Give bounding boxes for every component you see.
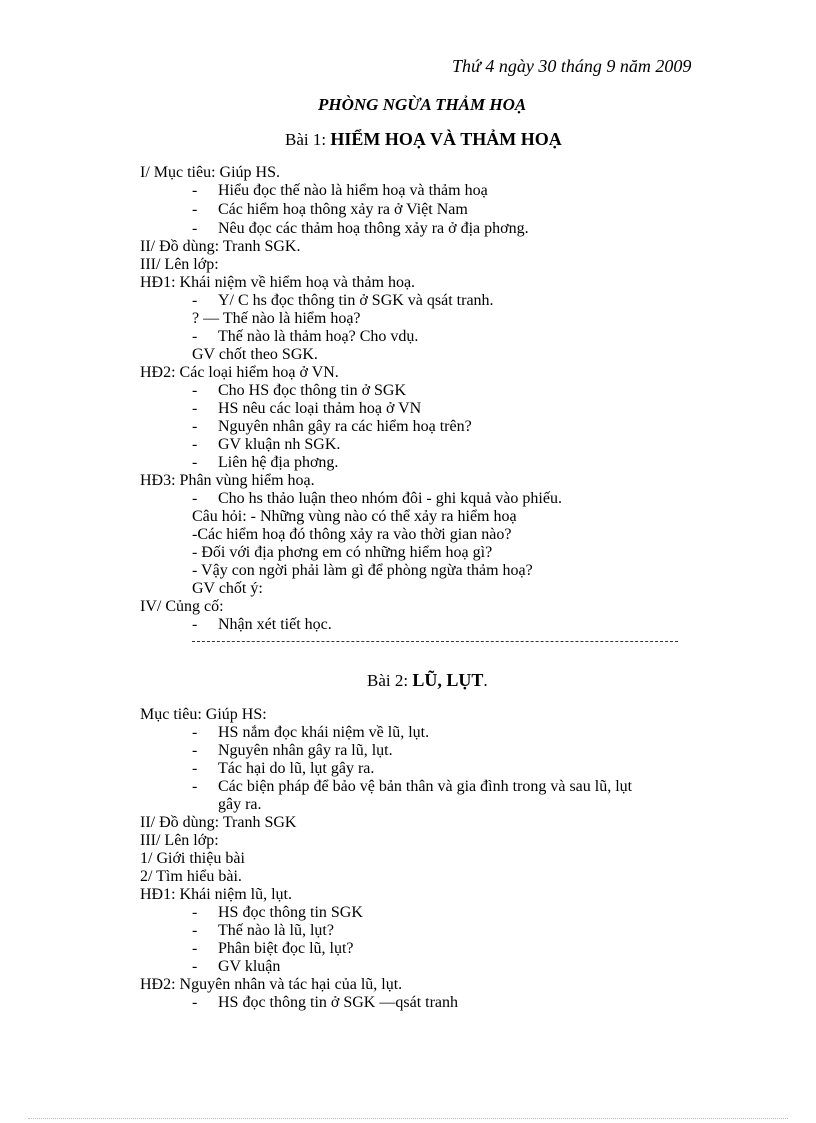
page-bottom-divider [28, 1118, 788, 1119]
section-divider [192, 641, 678, 642]
activity-heading: HĐ2: Các loại hiểm hoạ ở VN. [140, 364, 339, 381]
procedure-heading: III/ Lên lớp: [140, 832, 219, 849]
objective-item-continuation: gây ra. [218, 796, 262, 813]
procedure-heading: III/ Lên lớp: [140, 256, 219, 273]
activity-heading: HĐ1: Khái niệm lũ, lụt. [140, 886, 292, 903]
activity-item: - Thế nào là thảm hoạ? Cho vdụ. [192, 328, 419, 345]
objective-item: - HS nắm đọc khái niệm về lũ, lụt. [192, 724, 430, 741]
question-line: -Các hiểm hoạ đó thông xảy ra vào thời gian nào? [192, 526, 512, 543]
materials-line: II/ Đồ dùng: Tranh SGK. [140, 238, 301, 255]
objectives-heading: I/ Mục tiêu: Giúp HS. [140, 164, 280, 181]
lesson2-heading [367, 670, 488, 691]
activity-item: - GV kluận [192, 958, 281, 975]
activity-item: - Nguyên nhân gây ra các hiểm hoạ trên? [192, 418, 472, 435]
objective-item: - Tác hại do lũ, lụt gây ra. [192, 760, 375, 777]
procedure-step: 1/ Giới thiệu bài [140, 850, 245, 867]
activity-item: - HS đọc thông tin SGK [192, 904, 363, 921]
question-line: - Vậy con ngời phải làm gì để phòng ngừa thảm hoạ? [192, 562, 533, 579]
activity-item: - HS đọc thông tin ở SGK —qsát tranh [192, 994, 459, 1011]
question-line: ? — Thế nào là hiểm hoạ? [192, 310, 361, 327]
activity-item: - Phân biệt đọc lũ, lụt? [192, 940, 354, 957]
lesson2-name: LŨ, LỤT [412, 670, 484, 690]
lesson2-name-suffix: . [483, 671, 488, 690]
materials-line: II/ Đồ dùng: Tranh SGK [140, 814, 297, 831]
objective-item: - Nêu đọc các thảm hoạ thông xảy ra ở địa phơng. [192, 220, 529, 237]
activity-heading: HĐ2: Nguyên nhân và tác hại của lũ, lụt. [140, 976, 403, 993]
objective-item: - Nguyên nhân gây ra lũ, lụt. [192, 742, 393, 759]
lesson1-name: HIỂM HOẠ VÀ THẢM HOẠ [330, 129, 562, 149]
question-line: - Đối với địa phơng em có những hiểm hoạ gì? [192, 544, 493, 561]
teacher-conclusion: GV chốt ý: [192, 580, 263, 597]
review-heading: IV/ Củng cố: [140, 598, 224, 615]
objective-item: - Hiểu đọc thế nào là hiểm hoạ và thảm hoạ [192, 182, 488, 199]
activity-item: - Cho hs thảo luận theo nhóm đôi - ghi kquả vào phiếu. [192, 490, 562, 507]
objective-item: - Các hiểm hoạ thông xảy ra ở Việt Nam [192, 201, 468, 218]
activity-item: - Y/ C hs đọc thông tin ở SGK và qsát tranh. [192, 292, 494, 309]
objective-item: - Các biện pháp để bảo vệ bản thân và gia đình trong và sau lũ, lụt [192, 778, 633, 795]
lesson1-heading [285, 129, 562, 150]
activity-heading: HĐ1: Khái niệm về hiểm hoạ và thảm hoạ. [140, 274, 416, 291]
activity-heading: HĐ3: Phân vùng hiểm hoạ. [140, 472, 315, 489]
activity-item: - GV kluận nh SGK. [192, 436, 341, 453]
question-line: Câu hỏi: - Những vùng nào có thể xảy ra hiểm hoạ [192, 508, 517, 525]
objectives-heading: Mục tiêu: Giúp HS: [140, 706, 267, 723]
lesson1-prefix: Bài 1: [285, 130, 327, 149]
review-item: - Nhận xét tiết học. [192, 616, 332, 633]
activity-item: - Cho HS đọc thông tin ở SGK [192, 382, 407, 399]
date-line: Thứ 4 ngày 30 tháng 9 năm 2009 [452, 56, 692, 76]
activity-item: - Liên hệ địa phơng. [192, 454, 339, 471]
document-title: PHÒNG NGỪA THẢM HOẠ [318, 95, 527, 114]
procedure-step: 2/ Tìm hiểu bài. [140, 868, 242, 885]
activity-item: - HS nêu các loại thảm hoạ ở VN [192, 400, 422, 417]
lesson2-prefix: Bài 2: [367, 671, 409, 690]
activity-item: - Thế nào là lũ, lụt? [192, 922, 334, 939]
teacher-conclusion: GV chốt theo SGK. [192, 346, 318, 363]
